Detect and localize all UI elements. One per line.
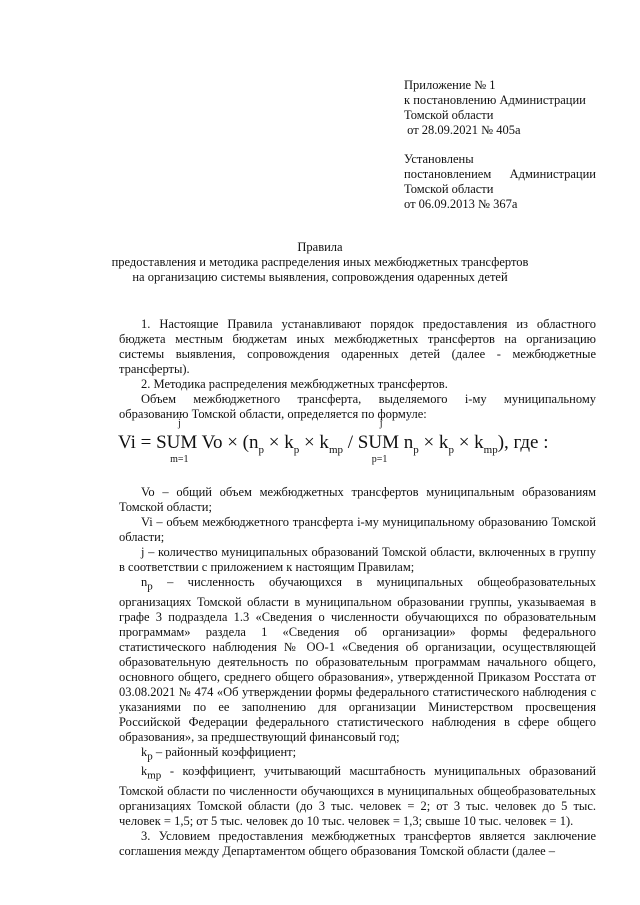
paragraph-1: 1. Настоящие Правила устанавливают порядок предоставления из областного бюджета местным бюджетам иных межбюджетных трансфертов на организацию системы выявления, сопровождения одаренных детей (далее - межбюджетные трансферты). — [119, 317, 596, 376]
title-line-1: Правила — [297, 240, 343, 254]
definition-vi: Vi – объем межбюджетного трансферта i-му муниципальному образованию Томской области; — [119, 515, 596, 544]
appendix-line: от 28.09.2021 № 405а — [404, 123, 521, 137]
established-line: постановлением Администрации — [404, 167, 596, 181]
formula-line: Vi = SUM j m=1 $Vo \times (n_p \times k_p \times k_{mp}$ / SUM j p=1 $n_p \times k_p \times k_{mp}$), где : — [118, 418, 549, 465]
sum-lower-limit: m=1 — [170, 454, 189, 465]
sum-lower-limit: p=1 — [371, 454, 388, 465]
title-line-2: предоставления и методика распределения иных межбюджетных трансфертов — [111, 255, 529, 269]
definition-kmp: $k_{mp}$ - коэффициент, учитывающий масштабность муниципальных образований Томской области по численности обучающихся в муниципальных общеобразовательных организациях Томской области (до 3 тыс. человек = 2; от 3 тыс. человек до 5 тыс. человек = 1,5; от 5 тыс. человек до 10 тыс. человек = 1,3; свыше 10 тыс. человек = 1). — [119, 764, 596, 828]
definition-kp: $k_p$ – районный коэффициент; — [141, 744, 297, 762]
definition-j: j – количество муниципальных образований Томской области, включенных в группу в соответствии с приложением к настоящим Правилам; — [119, 545, 596, 574]
appendix-line: Приложение № 1 — [404, 78, 496, 92]
paragraph-3: Объем межбюджетного трансферта, выделяемого i-му муниципальному образованию Томской области, определяется по формуле: — [119, 392, 596, 421]
established-line: Томской области — [404, 182, 494, 196]
formula-lhs: Vi = — [118, 432, 157, 453]
established-line: Установлены — [404, 152, 474, 166]
body-definitions — [119, 485, 596, 859]
sum-upper-limit: j — [379, 418, 383, 429]
appendix-line: Томской области — [404, 108, 494, 122]
definition-vo: Vo – общий объем межбюджетных трансфертов муниципальным образованиям Томской области; — [119, 485, 596, 514]
sum-upper-limit: j — [178, 418, 181, 429]
paragraph-2: 2. Методика распределения межбюджетных трансфертов. — [141, 377, 448, 391]
established-block — [404, 152, 596, 212]
allocation-formula — [118, 420, 598, 475]
sum-operator-2: SUM j p=1 — [357, 418, 399, 465]
formula-tail: ), где : — [497, 432, 549, 453]
paragraph-4: 3. Условием предоставления межбюджетных трансфертов является заключение соглашения между Департаментом общего образования Томской области (далее – — [119, 828, 596, 858]
definition-np: $n_p$ – численность обучающихся в муниципальных общеобразовательных организациях Томской области в муниципальном образовании группы, указываемая в графе 3 подраздела 1.3 «Сведения о численности обучающихся по образовательным программам» раздела 1 «Сведения об организации» формы федерального статистического наблюдения № ОО-1 «Сведения об организации, осуществляющей образовательную деятельность по образовательным программам начального общего, основного общего, среднего общего образования», утвержденной Приказом Росстата от 03.08.2021 № 474 «Об утверждении формы федерального статистического наблюдения с указаниями по ее заполнению для организации Министерством просвещения Российской Федерации федерального статистического наблюдения в сфере общего образования», за предшествующий финансовый год; — [119, 575, 596, 744]
body-top — [119, 317, 596, 422]
sum-operator-1: SUM j m=1 — [156, 418, 198, 465]
appendix-block — [404, 78, 586, 138]
title-line-3: на организацию системы выявления, сопровождения одаренных детей — [132, 270, 508, 284]
formula-vo: Vo × (n — [197, 432, 259, 453]
appendix-line: к постановлению Администрации — [404, 93, 586, 107]
established-line: от 06.09.2013 № 367а — [404, 197, 518, 211]
document-title — [0, 240, 640, 285]
